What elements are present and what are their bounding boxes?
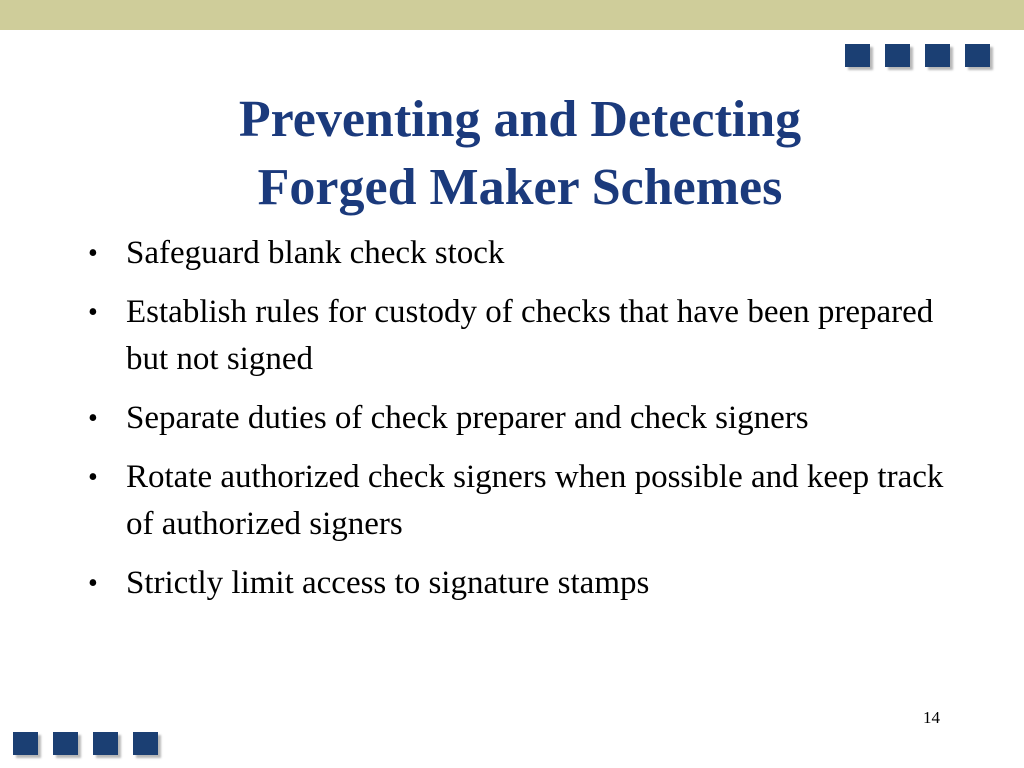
page-number: 14 [923,708,940,727]
bullet-text: Establish rules for custody of checks that have been prepared but not signed [126,294,934,377]
bullet-item [88,395,956,442]
bullet-item [88,560,956,607]
bullet-dot-icon: • [88,568,98,599]
square-decor-icon [53,732,78,755]
bullet-dot-icon: • [88,403,98,434]
square-decor-icon [965,44,990,67]
bullet-item [88,454,956,548]
bullet-item [88,289,956,383]
bullet-text: Safeguard blank check stock [126,235,505,271]
bullet-dot-icon: • [88,297,98,328]
bullet-dot-icon: • [88,238,98,269]
bottom-square-decor [13,732,158,755]
slide-title-line: Forged Maker Schemes [257,159,783,216]
bullet-list [88,230,956,619]
square-decor-icon [13,732,38,755]
slide-title-line: Preventing and Detecting [238,91,802,148]
bullet-text: Strictly limit access to signature stamps [126,565,650,601]
top-band [0,0,1024,30]
bullet-dot-icon: • [88,462,98,493]
top-square-decor [845,44,990,67]
slide-title [0,86,1024,222]
square-decor-icon [93,732,118,755]
square-decor-icon [925,44,950,67]
bullet-text: Separate duties of check preparer and check signers [126,400,809,436]
bullet-item [88,230,956,277]
bullet-text: Rotate authorized check signers when possible and keep track of authorized signers [126,459,944,542]
square-decor-icon [845,44,870,67]
square-decor-icon [885,44,910,67]
square-decor-icon [133,732,158,755]
